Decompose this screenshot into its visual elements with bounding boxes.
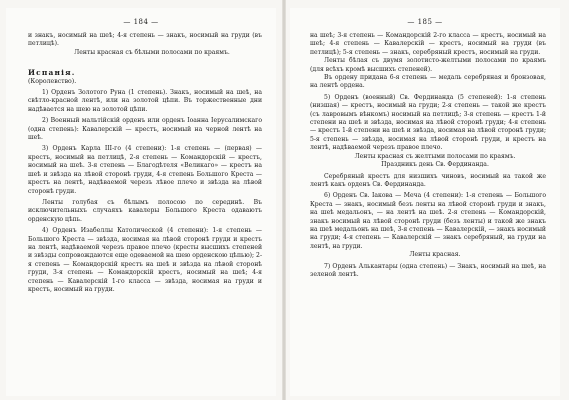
paragraph: 4) Орденъ Изабеллы Католической (4 степени): 1-я степень — Большого Креста — звѣзда, носимая на лѣвой сторонѣ груди и крестъ на лентѣ, надѣваемой черезъ правое плечо (кресты высшихъ степеней и звѣзды сопровождаются еще одеваемой на шею орденскою цѣпью); 2-я степень — Командорскій крестъ на шеѣ и звѣзда на лѣвой сторонѣ груди, 3-я степень — Командорскій крестъ, носимый на шеѣ; 4-я степень — Кавалерскій 1-го класса — звѣзда, носимая на груди и крестъ, носимый на груди. bbox=[28, 227, 262, 293]
page-number: — 185 — bbox=[407, 18, 443, 26]
paragraph: 3) Орденъ Карла III-го (4 степени): 1-я степень — (первая) — крестъ, носимый на петлицѣ, 2-я степень — Командорскій — крестъ, носимый на шеѣ. 3-я степень — Благодѣтеля «Великаго» — крестъ на шеѣ и звѣзда на лѣвой сторонѣ груди, 4-я степень Большого Креста — крестъ на лентѣ, надѣваемой черезъ лѣвое плечо и звѣзда на лѣвой сторонѣ груди. bbox=[28, 145, 262, 195]
section-heading: Испанія. bbox=[28, 68, 76, 78]
page-number: — 184 — bbox=[123, 18, 159, 26]
left-page bbox=[6, 8, 276, 396]
section-subheading: (Королевство). bbox=[28, 77, 77, 85]
paragraph: 2) Военный мальтійскій орденъ или орденъ Іоанна Іерусалимскаго (одна степень): Кавалерскій — крестъ, носимый на черной лентѣ на шеѣ. bbox=[28, 117, 262, 142]
paragraph: и знакъ, носимый на шеѣ; 4-я степень — знакъ, носимый на груди (въ петлицѣ). bbox=[28, 32, 262, 48]
paragraph: 5) Орденъ (военный) Св. Фердинанда (5 степеней): 1-я степень (низшая) — крестъ, носимый на груди; 2-я степень — такой же крестъ (съ лавровымъ вѣнкомъ) носимый на петлицѣ; 3-я степень — крестъ 1-й степени на шеѣ и звѣзда, носимая на лѣвой сторонѣ груди; 4-я степень — крестъ 1-й степени на шеѣ и звѣзда, носимая на лѣвой сторонѣ груди; 5-я степень — звѣзда, носимая на лѣвой сторонѣ груди, и крестъ на лентѣ, надѣваемой черезъ правое плечо. bbox=[310, 93, 546, 152]
book-gutter bbox=[282, 0, 286, 400]
paragraph: 1) Орденъ Золотого Руна (1 степень). Знакъ, носимый на шеѣ, на свѣтло-красной лентѣ, или на золотой цѣпи. Въ торжественные дни надѣвается на шею на золотой цѣпи. bbox=[28, 89, 262, 113]
right-page-text bbox=[290, 32, 560, 279]
paragraph: Въ ордену придана 6-я степень — медаль серебряная и бронзовая, на лентѣ ордена. bbox=[310, 74, 546, 90]
right-page bbox=[290, 8, 560, 396]
paragraph: Серебряный крестъ для низшихъ чиновъ, носимый на такой же лентѣ какъ орденъ Св. Фердинанда. bbox=[310, 172, 546, 188]
paragraph: Ленты бѣлая съ двумя золотисто-желтыми полосами по краямъ (для всѣхъ кромѣ высшихъ степеней). bbox=[310, 57, 546, 73]
paragraph: 7) Орденъ Алькантары (одна степень) — Знакъ, носимый на шеѣ, на зеленой лентѣ. bbox=[310, 262, 546, 278]
paragraph: Праздникъ день Св. Фердинанда. bbox=[381, 161, 489, 169]
left-page-text bbox=[6, 32, 276, 294]
paragraph: Ленты красная съ бѣлыми полосами по краямъ. bbox=[74, 48, 230, 56]
paragraph: Ленты красная съ желтыми полосами по краямъ. bbox=[354, 152, 516, 160]
paragraph: Ленты красная. bbox=[409, 251, 461, 259]
paragraph: 6) Орденъ Св. Іакова — Меча (4 степени): 1-я степень — Большого Креста — знакъ, носимый безъ ленты на лѣвой сторонѣ груди и знакъ, на шеѣ медальонъ, — на лентѣ на шеѣ. 2-я степень — Командорскій, знакъ носимый на лѣвой сторонѣ груди (безъ ленты) и такой же знакъ на шеѣ медальонъ на шеѣ, 3-я степень — Кавалерскій, — знакъ носимый на груди; 4-я степень — Кавалерскій — знакъ серебряный, на груди на лентѣ, на груди. bbox=[310, 192, 546, 250]
paragraph: на шеѣ; 3-я степень — Командорскій 2-го класса — крестъ, носимый на шеѣ; 4-я степень — Кавалерскій — крестъ, носимый на груди (въ петлицѣ); 5-я степень — знакъ, серебряный крестъ, носимый на груди. bbox=[310, 32, 546, 56]
paragraph: Ленты голубая съ бѣлымъ полосою по серединѣ. Въ исключительныхъ случаяхъ кавалеры Большого Креста одаваютъ орденскую цѣпь. bbox=[28, 198, 262, 223]
